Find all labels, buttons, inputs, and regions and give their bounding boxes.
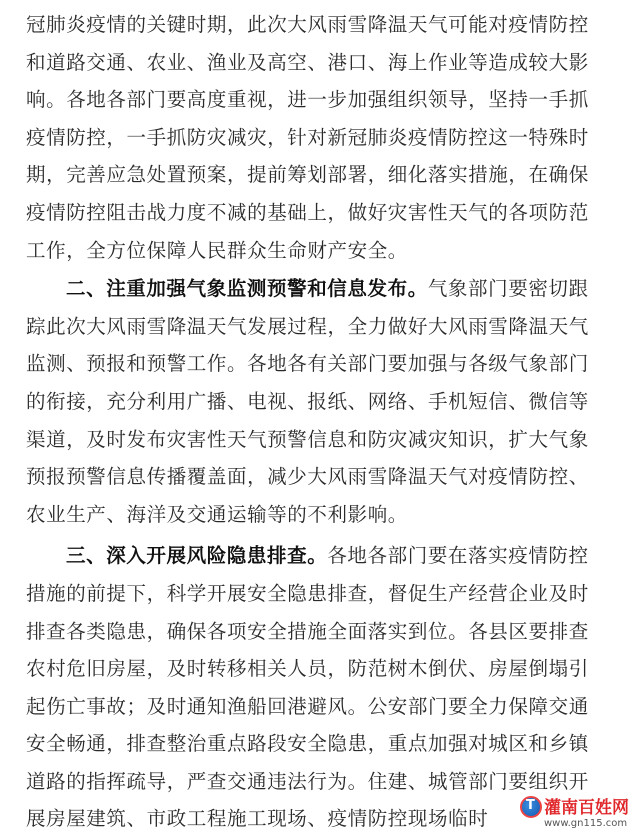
text-line: 工作，全方位保障人民群众生命财产安全。 — [26, 238, 408, 262]
text-line: 排查各类隐患，确保各项安全措施全面落实到位。各县区要排查 — [26, 619, 589, 643]
text-span: 各地各部门要在落实疫情防控 — [327, 544, 589, 568]
text-line: 踪此次大风雨雪降温天气发展过程，全力做好大风雨雪降温天气 — [26, 314, 589, 338]
section-heading: 二、注重加强气象监测预警和信息发布。 — [66, 277, 428, 301]
text-line: 疫情防控阻击战力度不减的基础上，做好灾害性天气的各项防范 — [26, 200, 589, 224]
text-line: 和道路交通、农业、渔业及高空、港口、海上作业等造成较大影 — [26, 50, 589, 74]
text-line: 疫情防控，一手抓防灾减灾，针对新冠肺炎疫情防控这一特殊时 — [26, 125, 589, 149]
logo-letter: T — [526, 798, 535, 813]
document-body — [26, 6, 626, 838]
watermark-name: 灌南百姓网 — [544, 798, 629, 818]
text-line: 的衔接，充分利用广播、电视、报纸、网络、手机短信、微信等 — [26, 389, 589, 413]
text-line — [26, 537, 626, 575]
text-line: 措施的前提下，科学开展安全隐患排查，督促生产经营企业及时 — [26, 581, 589, 605]
text-span: 气象部门要密切跟 — [427, 277, 589, 301]
section-heading: 三、深入开展风险隐患排查。 — [66, 544, 328, 568]
text-line: 展房屋建筑、市政工程施工现场、疫情防控现场临时 — [26, 807, 489, 831]
text-line: 期，完善应急处置预案，提前筹划部署，细化落实措施，在确保 — [26, 163, 589, 187]
paragraph-1 — [26, 6, 626, 269]
watermark-url: www.gn115.com — [544, 818, 628, 829]
watermark — [520, 793, 632, 833]
text-line: 安全畅通，排查整治重点路段安全隐患，重点加强对城区和乡镇 — [26, 732, 589, 756]
text-line: 冠肺炎疫情的关键时期，此次大风雨雪降温天气可能对疫情防控 — [26, 13, 589, 36]
text-line: 监测、预报和预警工作。各地各有关部门要加强与各级气象部门 — [26, 352, 589, 376]
text-line — [26, 270, 626, 308]
text-line: 农业生产、海洋及交通运输等的不利影响。 — [26, 502, 408, 526]
text-line: 预报预警信息传播覆盖面，减少大风雨雪降温天气对疫情防控、 — [26, 465, 589, 489]
text-line: 农村危旧房屋，及时转移相关人员，防范树木倒伏、房屋倒塌引 — [26, 657, 589, 681]
paragraph-2 — [26, 270, 626, 533]
text-line: 起伤亡事故；及时通知渔船回港避风。公安部门要全力保障交通 — [26, 694, 589, 718]
text-line: 响。各地各部门要高度重视，进一步加强组织领导，坚持一手抓 — [26, 88, 589, 112]
text-line: 渠道，及时发布灾害性天气预警信息和防灾减灾知识，扩大气象 — [26, 427, 589, 451]
site-logo-icon — [520, 796, 542, 818]
text-line: 道路的指挥疏导，严查交通违法行为。住建、城管部门要组织开 — [26, 769, 589, 793]
